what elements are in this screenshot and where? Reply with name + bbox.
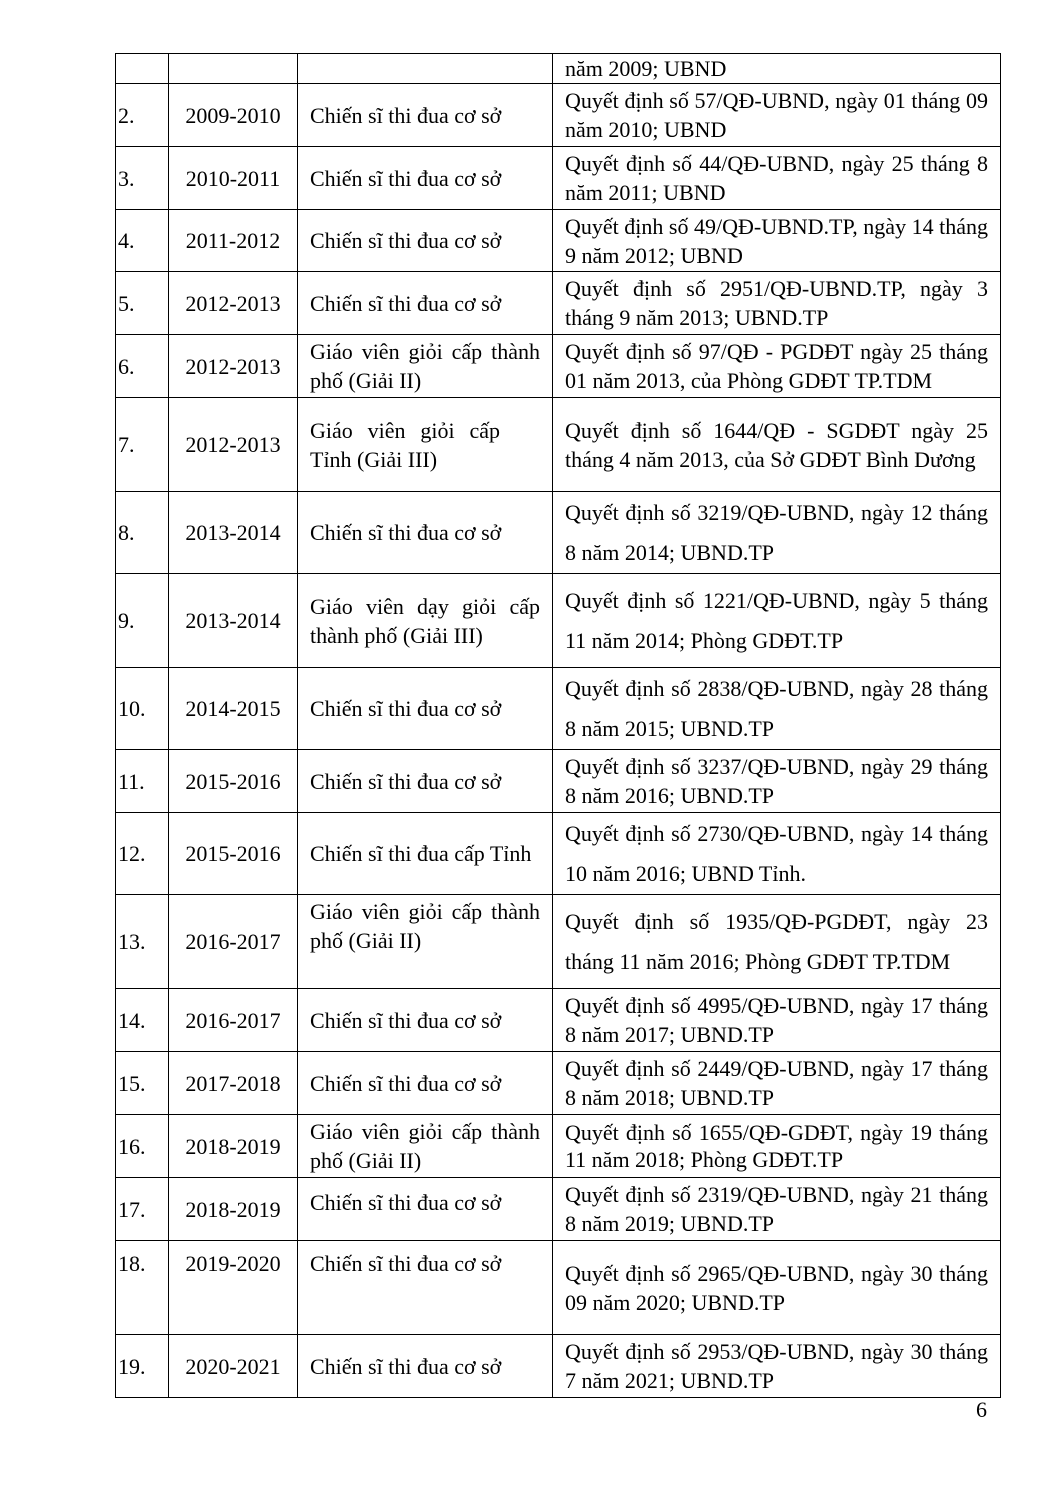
table-row <box>116 147 1001 210</box>
decision-text: Quyết định số 2730/QĐ-UBND, ngày 14 tháng 10 năm 2016; UBND Tỉnh. <box>553 813 1001 895</box>
table-row <box>116 895 1001 989</box>
decision-text: Quyết định số 2953/QĐ-UBND, ngày 30 tháng 7 năm 2021; UBND.TP <box>553 1335 1001 1398</box>
school-year: 2010-2011 <box>169 147 298 210</box>
school-year: 2018-2019 <box>169 1115 298 1178</box>
row-number: 13. <box>116 895 169 989</box>
school-year: 2011-2012 <box>169 210 298 272</box>
award-title: Chiến sĩ thi đua cơ sở <box>298 1178 553 1241</box>
table-row <box>116 1115 1001 1178</box>
award-title: Giáo viên dạy giỏi cấp thành phố (Giải III) <box>298 574 553 668</box>
school-year: 2016-2017 <box>169 895 298 989</box>
decision-text: Quyết định số 3219/QĐ-UBND, ngày 12 tháng 8 năm 2014; UBND.TP <box>553 492 1001 574</box>
award-title: Chiến sĩ thi đua cơ sở <box>298 492 553 574</box>
decision-text: Quyết định số 3237/QĐ-UBND, ngày 29 tháng 8 năm 2016; UBND.TP <box>553 750 1001 813</box>
award-title: Chiến sĩ thi đua cấp Tỉnh <box>298 813 553 895</box>
award-title: Chiến sĩ thi đua cơ sở <box>298 147 553 210</box>
award-title: Giáo viên giỏi cấp Tỉnh (Giải III) <box>298 398 553 492</box>
decision-text: Quyết định số 2951/QĐ-UBND.TP, ngày 3 tháng 9 năm 2013; UBND.TP <box>553 272 1001 335</box>
table-row <box>116 272 1001 335</box>
row-number: 17. <box>116 1178 169 1241</box>
award-title: Chiến sĩ thi đua cơ sở <box>298 1052 553 1115</box>
award-title: Giáo viên giỏi cấp thành phố (Giải II) <box>298 895 553 989</box>
school-year: 2013-2014 <box>169 492 298 574</box>
decision-text: Quyết định số 4995/QĐ-UBND, ngày 17 tháng 8 năm 2017; UBND.TP <box>553 989 1001 1052</box>
school-year: 2017-2018 <box>169 1052 298 1115</box>
decision-text: Quyết định số 1655/QĐ-GDĐT, ngày 19 tháng 11 năm 2018; Phòng GDĐT.TP <box>553 1115 1001 1178</box>
school-year: 2012-2013 <box>169 272 298 335</box>
table-row <box>116 1335 1001 1398</box>
row-number: 5. <box>116 272 169 335</box>
decision-text: Quyết định số 2449/QĐ-UBND, ngày 17 tháng 8 năm 2018; UBND.TP <box>553 1052 1001 1115</box>
table-row <box>116 492 1001 574</box>
table-row <box>116 1178 1001 1241</box>
row-number: 7. <box>116 398 169 492</box>
school-year: 2012-2013 <box>169 398 298 492</box>
decision-text: Quyết định số 1221/QĐ-UBND, ngày 5 tháng 11 năm 2014; Phòng GDĐT.TP <box>553 574 1001 668</box>
row-number: 15. <box>116 1052 169 1115</box>
school-year: 2014-2015 <box>169 668 298 750</box>
award-title: Chiến sĩ thi đua cơ sở <box>298 84 553 147</box>
row-number: 16. <box>116 1115 169 1178</box>
table-row <box>116 750 1001 813</box>
award-title: Giáo viên giỏi cấp thành phố (Giải II) <box>298 335 553 398</box>
row-number: 2. <box>116 84 169 147</box>
awards-table <box>115 53 1001 1398</box>
row-number: 14. <box>116 989 169 1052</box>
row-number: 4. <box>116 210 169 272</box>
award-title: Chiến sĩ thi đua cơ sở <box>298 210 553 272</box>
school-year: 2016-2017 <box>169 989 298 1052</box>
table-row <box>116 398 1001 492</box>
table-row <box>116 84 1001 147</box>
award-title <box>298 54 553 84</box>
decision-text: Quyết định số 44/QĐ-UBND, ngày 25 tháng 8 năm 2011; UBND <box>553 147 1001 210</box>
table-row <box>116 574 1001 668</box>
row-number: 11. <box>116 750 169 813</box>
decision-text: Quyết định số 2838/QĐ-UBND, ngày 28 tháng 8 năm 2015; UBND.TP <box>553 668 1001 750</box>
table-row <box>116 1052 1001 1115</box>
row-number: 6. <box>116 335 169 398</box>
row-number: 3. <box>116 147 169 210</box>
decision-text: Quyết định số 97/QĐ - PGDĐT ngày 25 tháng 01 năm 2013, của Phòng GDĐT TP.TDM <box>553 335 1001 398</box>
school-year: 2015-2016 <box>169 813 298 895</box>
row-number: 19. <box>116 1335 169 1398</box>
decision-text: Quyết định số 1644/QĐ - SGDĐT ngày 25 tháng 4 năm 2013, của Sở GDĐT Bình Dương <box>553 398 1001 492</box>
award-title: Chiến sĩ thi đua cơ sở <box>298 668 553 750</box>
row-number <box>116 54 169 84</box>
table-row <box>116 335 1001 398</box>
table-row <box>116 54 1001 84</box>
table-row <box>116 210 1001 272</box>
school-year: 2019-2020 <box>169 1241 298 1335</box>
award-title: Giáo viên giỏi cấp thành phố (Giải II) <box>298 1115 553 1178</box>
award-title: Chiến sĩ thi đua cơ sở <box>298 989 553 1052</box>
decision-text: Quyết định số 2319/QĐ-UBND, ngày 21 tháng 8 năm 2019; UBND.TP <box>553 1178 1001 1241</box>
row-number: 9. <box>116 574 169 668</box>
school-year: 2012-2013 <box>169 335 298 398</box>
award-title: Chiến sĩ thi đua cơ sở <box>298 750 553 813</box>
decision-text: Quyết định số 1935/QĐ-PGDĐT, ngày 23 tháng 11 năm 2016; Phòng GDĐT TP.TDM <box>553 895 1001 989</box>
school-year <box>169 54 298 84</box>
page-number: 6 <box>976 1397 987 1422</box>
school-year: 2018-2019 <box>169 1178 298 1241</box>
decision-text: Quyết định số 57/QĐ-UBND, ngày 01 tháng 09 năm 2010; UBND <box>553 84 1001 147</box>
school-year: 2009-2010 <box>169 84 298 147</box>
table-row <box>116 813 1001 895</box>
row-number: 12. <box>116 813 169 895</box>
school-year: 2015-2016 <box>169 750 298 813</box>
decision-text: năm 2009; UBND <box>553 54 1001 84</box>
table-row <box>116 668 1001 750</box>
school-year: 2020-2021 <box>169 1335 298 1398</box>
decision-text: Quyết định số 2965/QĐ-UBND, ngày 30 tháng 09 năm 2020; UBND.TP <box>553 1241 1001 1335</box>
row-number: 8. <box>116 492 169 574</box>
school-year: 2013-2014 <box>169 574 298 668</box>
decision-text: Quyết định số 49/QĐ-UBND.TP, ngày 14 tháng 9 năm 2012; UBND <box>553 210 1001 272</box>
table-row <box>116 989 1001 1052</box>
row-number: 18. <box>116 1241 169 1335</box>
award-title: Chiến sĩ thi đua cơ sở <box>298 1335 553 1398</box>
award-title: Chiến sĩ thi đua cơ sở <box>298 272 553 335</box>
table-row <box>116 1241 1001 1335</box>
row-number: 10. <box>116 668 169 750</box>
award-title: Chiến sĩ thi đua cơ sở <box>298 1241 553 1335</box>
